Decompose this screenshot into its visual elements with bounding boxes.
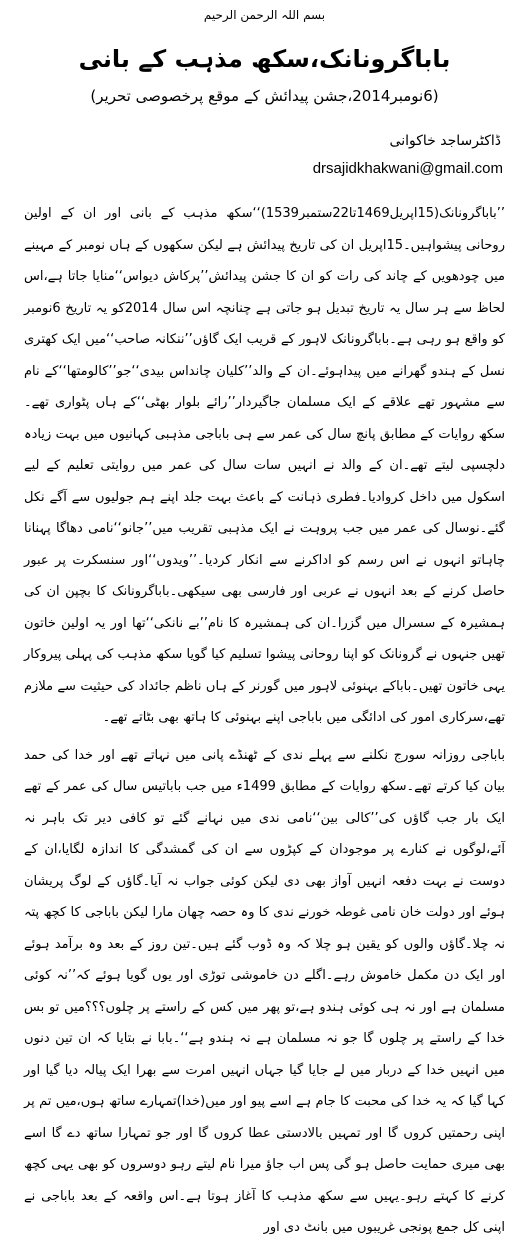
article-title: باباگرونانک،سکھ مذہب کے بانی: [78, 45, 451, 73]
article-subtitle: (6نومبر2014،جشن پیدائش کے موقع پرخصوصی تحریر): [90, 87, 439, 105]
article-paragraph-2: باباجی روزانہ سورج نکلنے سے پہلے ندی کے ٹھنڈے پانی میں نہاتے تھے اور خدا کی حمد بیان کیا کرتے تھے۔سکھ روایات کے مطابق 1499ء میں جب باباتیس سال کی عمر کے تھے ایک بار جب گاؤں کی’’کالی بین‘‘نامی ندی میں نہانے گئے تو کافی دیر تک باہر نہ آئے،لوگوں نے کنارے پر موجودان کے کپڑوں سے ان کی گمشدگی کا اندازہ لگایا،ان کے دوست نے بہت دفعہ انہیں آواز بھی دی لیکن کوئی جواب نہ آیا۔گاؤں کے لوگ پریشان ہوئے اور دولت خان نامی غوطہ خورنے ندی کا وہ حصہ چھان مارا لیکن باباجی کا کچھ پتہ نہ چلا۔گاؤں والوں کو یقین ہو چلا کہ وہ ڈوب گئے ہیں۔تین روز کے بعد وہ برآمد ہوئے اور ایک دن مکمل خاموش رہے۔اگلے دن خاموشی توڑی اور یوں گویا ہوئے کہ’’نہ کوئی مسلمان ہے اور نہ ہی کوئی ہندو ہے،تو پھر میں کس کے راستے پر چلوں؟؟؟میں تو بس خدا کے راستے پر چلوں گا جو نہ مسلمان ہے نہ ہندو ہے‘‘۔بابا نے بتایا کہ ان تین دنوں میں انہیں خدا کے دربار میں لے جایا گیا جہاں انہیں امرت سے بھرا ایک پیالہ دیا گیا اور کہا گیا کہ یہ خدا کی محبت کا جام ہے اسے پیو اور میں(خدا)تمہارے ساتھ ہوں،میں تم پر اپنی رحمتیں کروں گا اور تمہیں بالادستی عطا کروں گا اور جو تمہارا ساتھ دے گا اسے بھی میری حمایت حاصل ہو گی پس اب جاؤ میرا نام لیتے رہو دوسروں کو بھی یہی کچھ کرنے کا کہتے رہو۔یہیں سے سکھ مذہب کا آغاز ہوتا ہے۔اس واقعہ کے بعد باباجی نے اپنی کل جمع پونجی غریبوں میں بانٹ دی اور: [24, 747, 505, 1235]
author-name: ڈاکٹرساجد خاکوانی: [389, 133, 501, 149]
bismillah-heading: بسم اللہ الرحمن الرحیم: [203, 8, 326, 22]
author-email: drsajidkhakwani@gmail.com: [312, 160, 503, 177]
article-paragraph-1: ’’باباگرونانک(15اپریل1469تا22ستمبر1539)‘‘سکھ مذہب کے بانی اور ان کے اولین روحانی پیشواہیں۔15اپریل ان کی تاریخ پیدائش ہے لیکن سکھوں کے ہاں نومبر کے مہینے میں چودھویں کے چاند کی رات کو ان کا جشن پیدائش’’پرکاش دیواس‘‘منایا جاتا ہے،اس لحاظ سے ہر سال یہ تاریخ تبدیل ہو جاتی ہے چنانچہ اس سال 2014کو یہ تاریخ 6نومبر کو واقع ہو رہی ہے۔باباگرونانک لاہور کے قریب ایک گاؤں’’ننکانہ صاحب‘‘میں ایک کھتری نسل کے ہندو گھرانے میں پیداہوئے۔ان کے والد’’کلیان چانداس بیدی‘‘جو’’کالومتھا‘‘کے نام سے مشہور تھے علاقے کے ایک مسلمان جاگیردار’’رائے بلوار بھٹی‘‘کے ہاں پٹواری تھے۔سکھ روایات کے مطابق پانچ سال کی عمر سے ہی باباجی مذہبی کہانیوں میں بہت زیادہ دلچسپی لیتے تھے۔ان کے والد نے انہیں سات سال کی عمر میں روایتی تعلیم کے لیے اسکول میں داخل کروادیا۔فطری ذہانت کے باعث بہت جلد اپنے ہم جولیوں سے آگے نکل گئے۔نوسال کی عمر میں جب پروہت نے ایک مذہبی تقریب میں’’جانو‘‘نامی دھاگا پہنانا چاہاتو انہوں نے اس رسم کو اداکرنے سے انکار کردیا۔’’ویدوں‘‘اور سنسکرت پر عبور حاصل کرنے کے بعد انہوں نے عربی اور فارسی بھی سیکھی۔باباگرونانک کا بچپن ان کی ہمشیرہ کے سسرال میں گزرا۔ان کی ہمشیرہ کا نام’’بے نانکی‘‘تھا اور یہ اولین خاتون تھیں جنہوں نے گرونانک کو اپنا روحانی پیشوا تسلیم کیا گویا سکھ مذہب کی پہلی پیروکار یہی خاتون تھیں۔باباکے بہنوئی لاہور میں گورنر کے ہاں ناظم جائداد کی حیثیت سے ملازم تھے،سرکاری امور کی ادائگی میں باباجی اپنے بہنوئی کا ہاتھ بھی بٹاتے تھے۔: [24, 206, 506, 725]
